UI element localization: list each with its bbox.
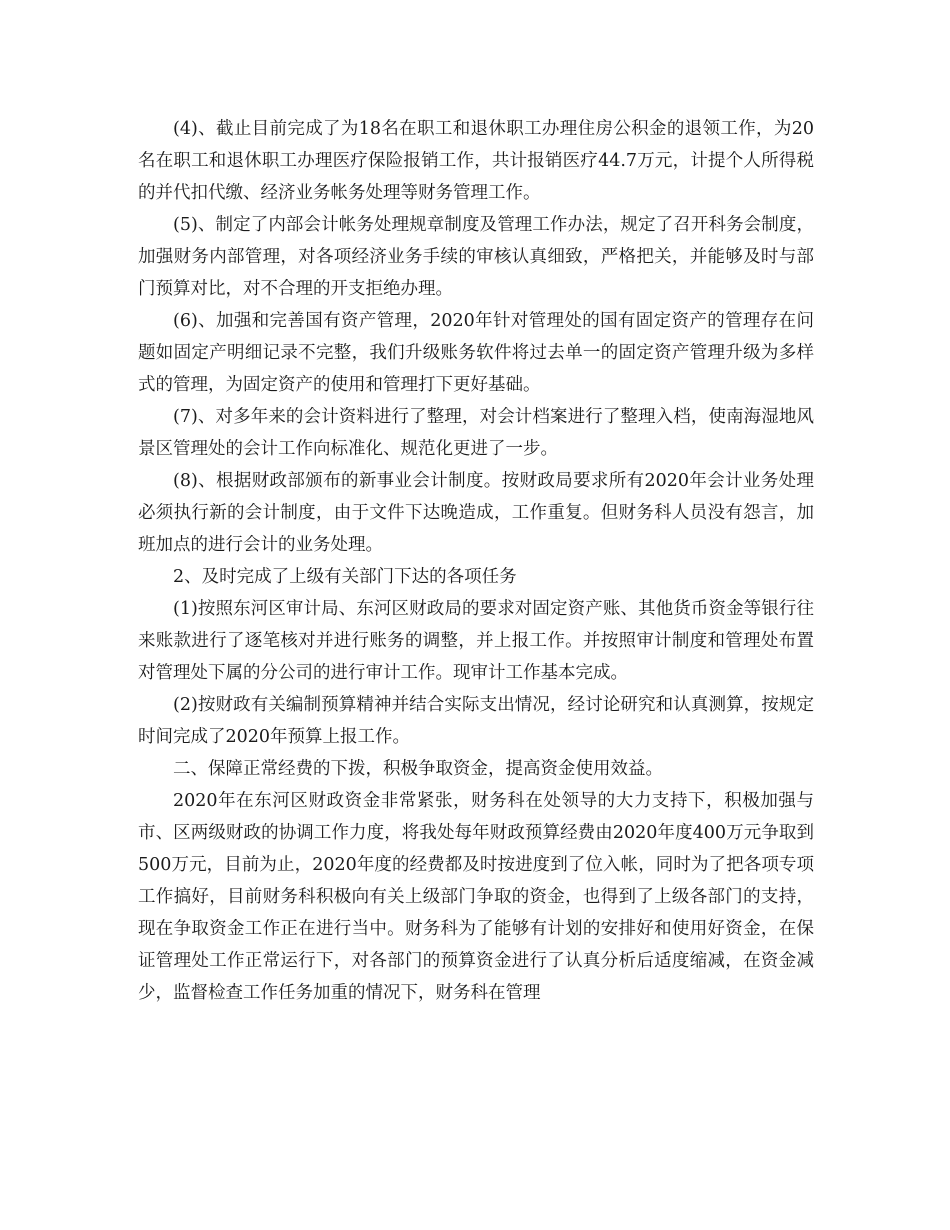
section-heading-er: 二、保障正常经费的下拨，积极争取资金，提高资金使用效益。 bbox=[173, 759, 663, 779]
document-body bbox=[138, 113, 814, 1009]
paragraph-item-4: (4)、截止目前完成了为18名在职工和退休职工办理住房公积金的退领工作，为20名在职工和退休职工办理医疗保险报销工作，共计报销医疗44.7万元，计提个人所得税的并代扣代缴、经济业务帐务处理等财务管理工作。 bbox=[138, 119, 814, 203]
paragraph-item-8: (8)、根据财政部颁布的新事业会计制度。按财政局要求所有2020年会计业务处理必须执行新的会计制度，由于文件下达晚造成，工作重复。但财务科人员没有怨言，加班加点的进行会计的业务处理。 bbox=[138, 471, 814, 555]
paragraph-funding: 2020年在东河区财政资金非常紧张，财务科在处领导的大力支持下，积极加强与市、区两级财政的协调工作力度，将我处每年财政预算经费由2020年度400万元争取到500万元，目前为止，2020年度的经费都及时按进度到了位入帐，同时为了把各项专项工作搞好，目前财务科积极向有关上级部门争取的资金，也得到了上级各部门的支持，现在争取资金工作正在进行当中。财务科为了能够有计划的安排好和使用好资金，在保证管理处工作正常运行下，对各部门的预算资金进行了认真分析后适度缩减，在资金减少，监督检查工作任务加重的情况下，财务科在管理 bbox=[138, 791, 814, 1003]
paragraph-subitem-2: (2)按财政有关编制预算精神并结合实际支出情况，经讨论研究和认真测算，按规定时间完成了2020年预算上报工作。 bbox=[138, 695, 814, 747]
paragraph-item-5: (5)、制定了内部会计帐务处理规章制度及管理工作办法，规定了召开科务会制度，加强财务内部管理，对各项经济业务手续的审核认真细致，严格把关，并能够及时与部门预算对比，对不合理的开支拒绝办理。 bbox=[138, 215, 814, 299]
paragraph-subitem-1: (1)按照东河区审计局、东河区财政局的要求对固定资产账、其他货币资金等银行往来账款进行了逐笔核对并进行账务的调整，并上报工作。并按照审计制度和管理处布置对管理处下属的分公司的进行审计工作。现审计工作基本完成。 bbox=[138, 599, 814, 683]
paragraph-item-6: (6)、加强和完善国有资产管理，2020年针对管理处的国有固定资产的管理存在问题如固定产明细记录不完整，我们升级账务软件将过去单一的固定资产管理升级为多样式的管理，为固定资产的使用和管理打下更好基础。 bbox=[138, 311, 814, 395]
paragraph-item-7: (7)、对多年来的会计资料进行了整理，对会计档案进行了整理入档，使南海湿地风景区管理处的会计工作向标准化、规范化更进了一步。 bbox=[138, 407, 814, 459]
section-heading-2: 2、及时完成了上级有关部门下达的各项任务 bbox=[173, 567, 517, 587]
